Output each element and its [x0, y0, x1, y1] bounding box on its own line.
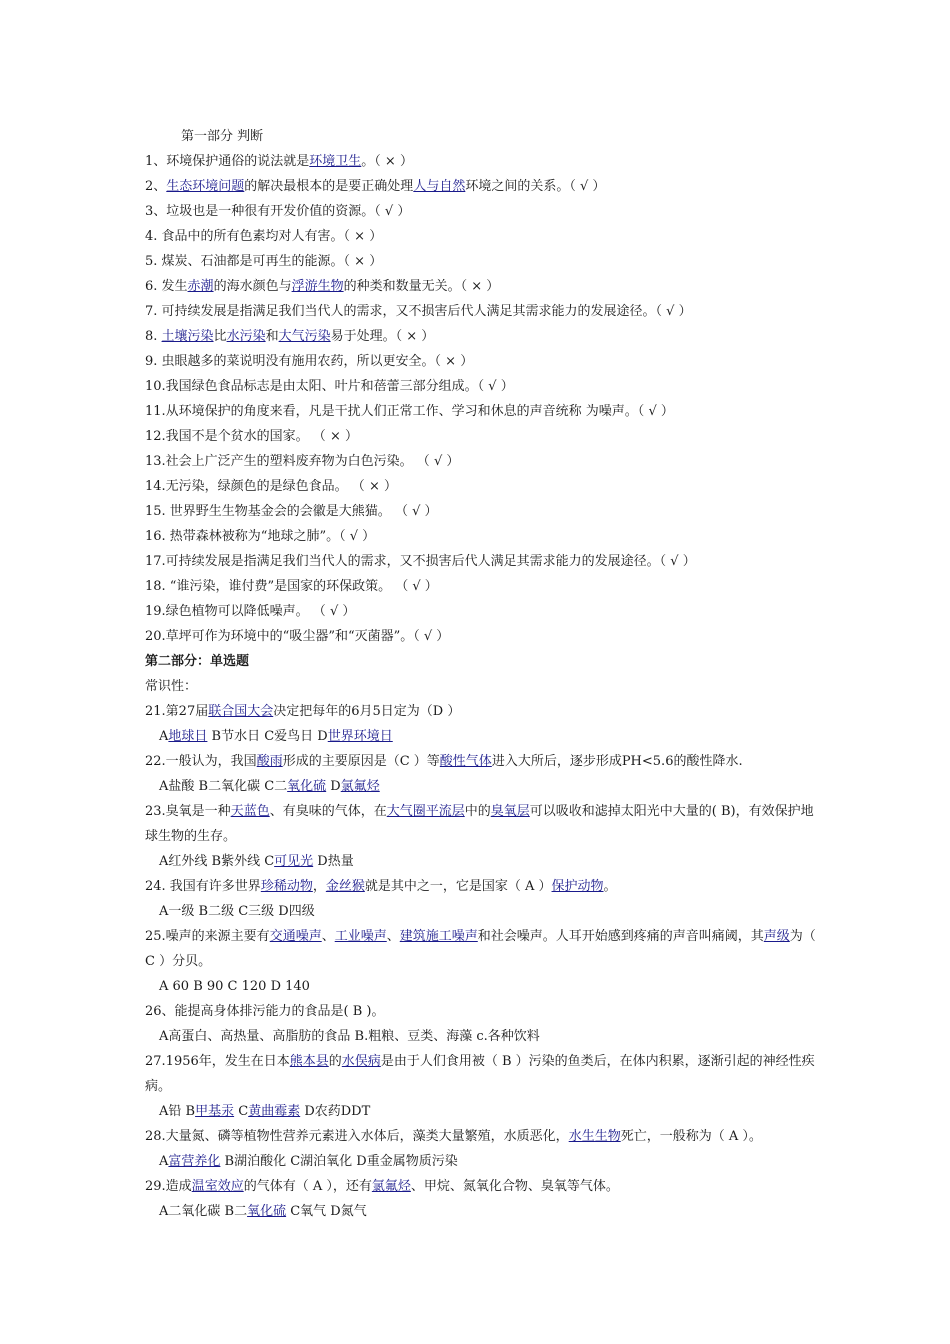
text-line: [145, 549, 825, 574]
text-line: [145, 149, 825, 174]
text-segment: 的: [328, 1054, 342, 1069]
text-segment: 12.我国不是个贫水的国家。 （ × ）: [145, 429, 358, 444]
hyperlink[interactable]: 甲基汞: [195, 1104, 235, 1119]
hyperlink[interactable]: 熊本县: [289, 1054, 329, 1069]
text-segment: 2、: [145, 179, 167, 194]
text-segment: 18. “谁污染，谁付费”是国家的环保政策。 （ √ ）: [145, 579, 438, 594]
hyperlink[interactable]: 温室效应: [191, 1179, 244, 1194]
text-segment: 的解决最根本的是要正确处理: [244, 179, 414, 194]
text-line: [145, 974, 825, 999]
hyperlink[interactable]: 交通噪声: [269, 929, 322, 944]
text-segment: 20.草坪可作为环境中的“吸尘器”和“灭菌器”。（ √ ）: [145, 629, 450, 644]
text-segment: 是由于人们食用被（ B ）污染的鱼类后，在体内积累，逐渐引起的神经性疾病。: [145, 1054, 815, 1094]
text-segment: 常识性：: [145, 679, 198, 694]
text-segment: 27.1956年，发生在日本: [145, 1054, 290, 1069]
text-line: [145, 1049, 825, 1099]
text-line: [145, 249, 825, 274]
text-segment: 为（ C ）分贝。: [145, 929, 816, 969]
hyperlink[interactable]: 保护动物: [551, 879, 604, 894]
text-line: [145, 1199, 825, 1224]
text-segment: 1、环境保护通俗的说法就是: [145, 154, 310, 169]
text-segment: 的气体有（ A ），还有: [243, 1179, 372, 1194]
text-segment: 19.绿色植物可以降低噪声。 （ √ ）: [145, 604, 356, 619]
text-line: [145, 324, 825, 349]
hyperlink[interactable]: 氯氟烃: [340, 779, 380, 794]
text-segment: 8.: [145, 329, 162, 344]
hyperlink[interactable]: 大气污染: [278, 329, 331, 344]
text-segment: ，: [312, 879, 326, 894]
text-segment: 就是其中之一，它是国家（ A ）: [364, 879, 552, 894]
text-line: [145, 924, 825, 974]
text-segment: 22.一般认为，我国: [145, 754, 257, 769]
text-line: [145, 1174, 825, 1199]
text-line: [145, 499, 825, 524]
hyperlink[interactable]: 臭氧层: [490, 804, 530, 819]
text-segment: A二氧化碳 B二: [159, 1204, 248, 1219]
text-segment: A一级 B二级 C三级 D四级: [159, 904, 315, 919]
text-segment: A: [159, 1154, 169, 1169]
text-segment: 和社会噪声。人耳开始感到疼痛的声音叫痛阈，其: [477, 929, 764, 944]
text-line: [145, 774, 825, 799]
text-line: [145, 424, 825, 449]
hyperlink[interactable]: 富营养化: [168, 1154, 221, 1169]
text-segment: D: [326, 779, 341, 794]
hyperlink[interactable]: 金丝猴: [325, 879, 365, 894]
text-line: [145, 524, 825, 549]
hyperlink[interactable]: 建筑施工噪声: [399, 929, 478, 944]
text-line: [145, 749, 825, 774]
text-segment: 14.无污染，绿颜色的是绿色食品。 （ × ）: [145, 479, 397, 494]
text-line: [145, 124, 825, 149]
text-segment: A盐酸 B二氧化碳 C二: [159, 779, 288, 794]
text-segment: A 60 B 90 C 120 D 140: [159, 979, 310, 994]
text-segment: 24. 我国有许多世界: [145, 879, 261, 894]
text-line: [145, 649, 825, 674]
hyperlink[interactable]: 生态环境问题: [166, 179, 245, 194]
text-line: [145, 624, 825, 649]
text-segment: 4. 食品中的所有色素均对人有害。（ × ）: [145, 229, 383, 244]
text-line: [145, 374, 825, 399]
text-line: [145, 199, 825, 224]
text-line: [145, 1099, 825, 1124]
hyperlink[interactable]: 人与自然: [413, 179, 466, 194]
text-line: [145, 1149, 825, 1174]
text-segment: 中的: [464, 804, 491, 819]
text-segment: 、有臭味的气体，在: [269, 804, 387, 819]
text-segment: 的种类和数量无关。（ × ）: [343, 279, 500, 294]
text-line: [145, 574, 825, 599]
text-segment: 、: [321, 929, 335, 944]
text-segment: 29.造成: [145, 1179, 192, 1194]
text-segment: 可以吸收和滤掉太阳光中大量的( B)，有效保护地球生物的生存。: [145, 804, 814, 844]
hyperlink[interactable]: 土壤污染: [161, 329, 214, 344]
text-line: [145, 299, 825, 324]
hyperlink[interactable]: 可见光: [274, 854, 314, 869]
hyperlink[interactable]: 水生生物: [568, 1129, 621, 1144]
hyperlink[interactable]: 声级: [763, 929, 790, 944]
text-segment: 。（ × ）: [361, 154, 413, 169]
text-segment: D热量: [313, 854, 354, 869]
text-line: [145, 274, 825, 299]
text-line: [145, 474, 825, 499]
hyperlink[interactable]: 水污染: [226, 329, 266, 344]
text-segment: 6. 发生: [145, 279, 188, 294]
text-line: [145, 699, 825, 724]
hyperlink[interactable]: 氧化硫: [247, 1204, 287, 1219]
text-segment: C: [234, 1104, 249, 1119]
text-segment: 7. 可持续发展是指满足我们当代人的需求，又不损害后代人满足其需求能力的发展途径。（ √ ）: [145, 304, 692, 319]
hyperlink[interactable]: 珍稀动物: [260, 879, 313, 894]
text-segment: 21.第27届: [145, 704, 209, 719]
text-segment: B节水日 C爱鸟日 D: [207, 729, 328, 744]
text-segment: C氧气 D氮气: [286, 1204, 367, 1219]
text-segment: 10.我国绿色食品标志是由太阳、叶片和蓓蕾三部分组成。（ √ ）: [145, 379, 514, 394]
text-segment: 3、垃圾也是一种很有开发价值的资源。（ √ ）: [145, 204, 411, 219]
text-segment: 易于处理。（ × ）: [330, 329, 435, 344]
text-line: [145, 674, 825, 699]
text-segment: 、: [386, 929, 400, 944]
text-segment: 25.噪声的来源主要有: [145, 929, 270, 944]
text-segment: 的海水颜色与: [213, 279, 292, 294]
text-line: [145, 174, 825, 199]
hyperlink[interactable]: 天蓝色: [230, 804, 270, 819]
document-body: [145, 124, 825, 1224]
text-segment: 第二部分：单选题: [145, 654, 250, 669]
text-segment: B湖泊酸化 C湖泊氧化 D重金属物质污染: [220, 1154, 458, 1169]
text-segment: 形成的主要原因是（C ）等: [282, 754, 440, 769]
text-segment: 比: [213, 329, 227, 344]
text-line: [145, 849, 825, 874]
text-segment: 17.可持续发展是指满足我们当代人的需求，又不损害后代人满足其需求能力的发展途径。（ √ ）: [145, 554, 696, 569]
hyperlink[interactable]: 工业噪声: [334, 929, 387, 944]
text-line: [145, 799, 825, 849]
text-segment: 死亡，一般称为（ A ）。: [620, 1129, 762, 1144]
text-segment: 第一部分 判断: [181, 129, 264, 144]
text-line: [145, 724, 825, 749]
text-segment: 13.社会上广泛产生的塑料废弃物为白色污染。 （ √ ）: [145, 454, 460, 469]
text-segment: 11.从环境保护的角度来看，凡是干扰人们正常工作、学习和休息的声音统称 为噪声。（ √ ）: [145, 404, 674, 419]
hyperlink[interactable]: 浮游生物: [291, 279, 344, 294]
text-segment: A高蛋白、高热量、高脂肪的食品 B.粗粮、豆类、海藻 c.各种饮料: [159, 1029, 540, 1044]
hyperlink[interactable]: 世界环境日: [327, 729, 393, 744]
hyperlink[interactable]: 水俣病: [341, 1054, 381, 1069]
text-segment: 。: [603, 879, 617, 894]
hyperlink[interactable]: 大气圈平流层: [386, 804, 465, 819]
text-line: [145, 899, 825, 924]
hyperlink[interactable]: 地球日: [168, 729, 208, 744]
hyperlink[interactable]: 氧化硫: [287, 779, 327, 794]
hyperlink[interactable]: 氯氟烃: [371, 1179, 411, 1194]
text-segment: 16. 热带森林被称为“地球之肺”。（ √ ）: [145, 529, 376, 544]
text-segment: 26、能提高身体排污能力的食品是( B )。: [145, 1004, 385, 1019]
text-segment: 9. 虫眼越多的菜说明没有施用农药，所以更安全。（ × ）: [145, 354, 474, 369]
text-segment: 决定把每年的6月5日定为（D ）: [273, 704, 461, 719]
text-line: [145, 874, 825, 899]
text-line: [145, 599, 825, 624]
text-line: [145, 349, 825, 374]
text-line: [145, 449, 825, 474]
text-segment: D农药DDT: [300, 1104, 371, 1119]
text-line: [145, 399, 825, 424]
hyperlink[interactable]: 赤潮: [187, 279, 214, 294]
hyperlink[interactable]: 联合国大会: [208, 704, 274, 719]
text-segment: 28.大量氮、磷等植物性营养元素进入水体后，藻类大量繁殖，水质恶化，: [145, 1129, 569, 1144]
text-segment: 进入大所后，逐步形成PH<5.6的酸性降水.: [491, 754, 743, 769]
text-line: [145, 1124, 825, 1149]
text-segment: A: [159, 729, 169, 744]
text-line: [145, 999, 825, 1024]
hyperlink[interactable]: 酸性气体: [439, 754, 492, 769]
text-line: [145, 224, 825, 249]
hyperlink[interactable]: 黄曲霉素: [248, 1104, 301, 1119]
text-segment: 环境之间的关系。（ √ ）: [465, 179, 606, 194]
text-segment: A铅 B: [159, 1104, 196, 1119]
text-line: [145, 1024, 825, 1049]
text-segment: 、甲烷、氮氧化合物、臭氧等气体。: [410, 1179, 619, 1194]
text-segment: 23.臭氧是一种: [145, 804, 231, 819]
hyperlink[interactable]: 酸雨: [256, 754, 283, 769]
hyperlink[interactable]: 环境卫生: [309, 154, 362, 169]
text-segment: 5. 煤炭、石油都是可再生的能源。（ × ）: [145, 254, 383, 269]
text-segment: 15. 世界野生生物基金会的会徽是大熊猫。 （ √ ）: [145, 504, 438, 519]
text-segment: 和: [265, 329, 279, 344]
text-segment: A红外线 B紫外线 C: [159, 854, 275, 869]
